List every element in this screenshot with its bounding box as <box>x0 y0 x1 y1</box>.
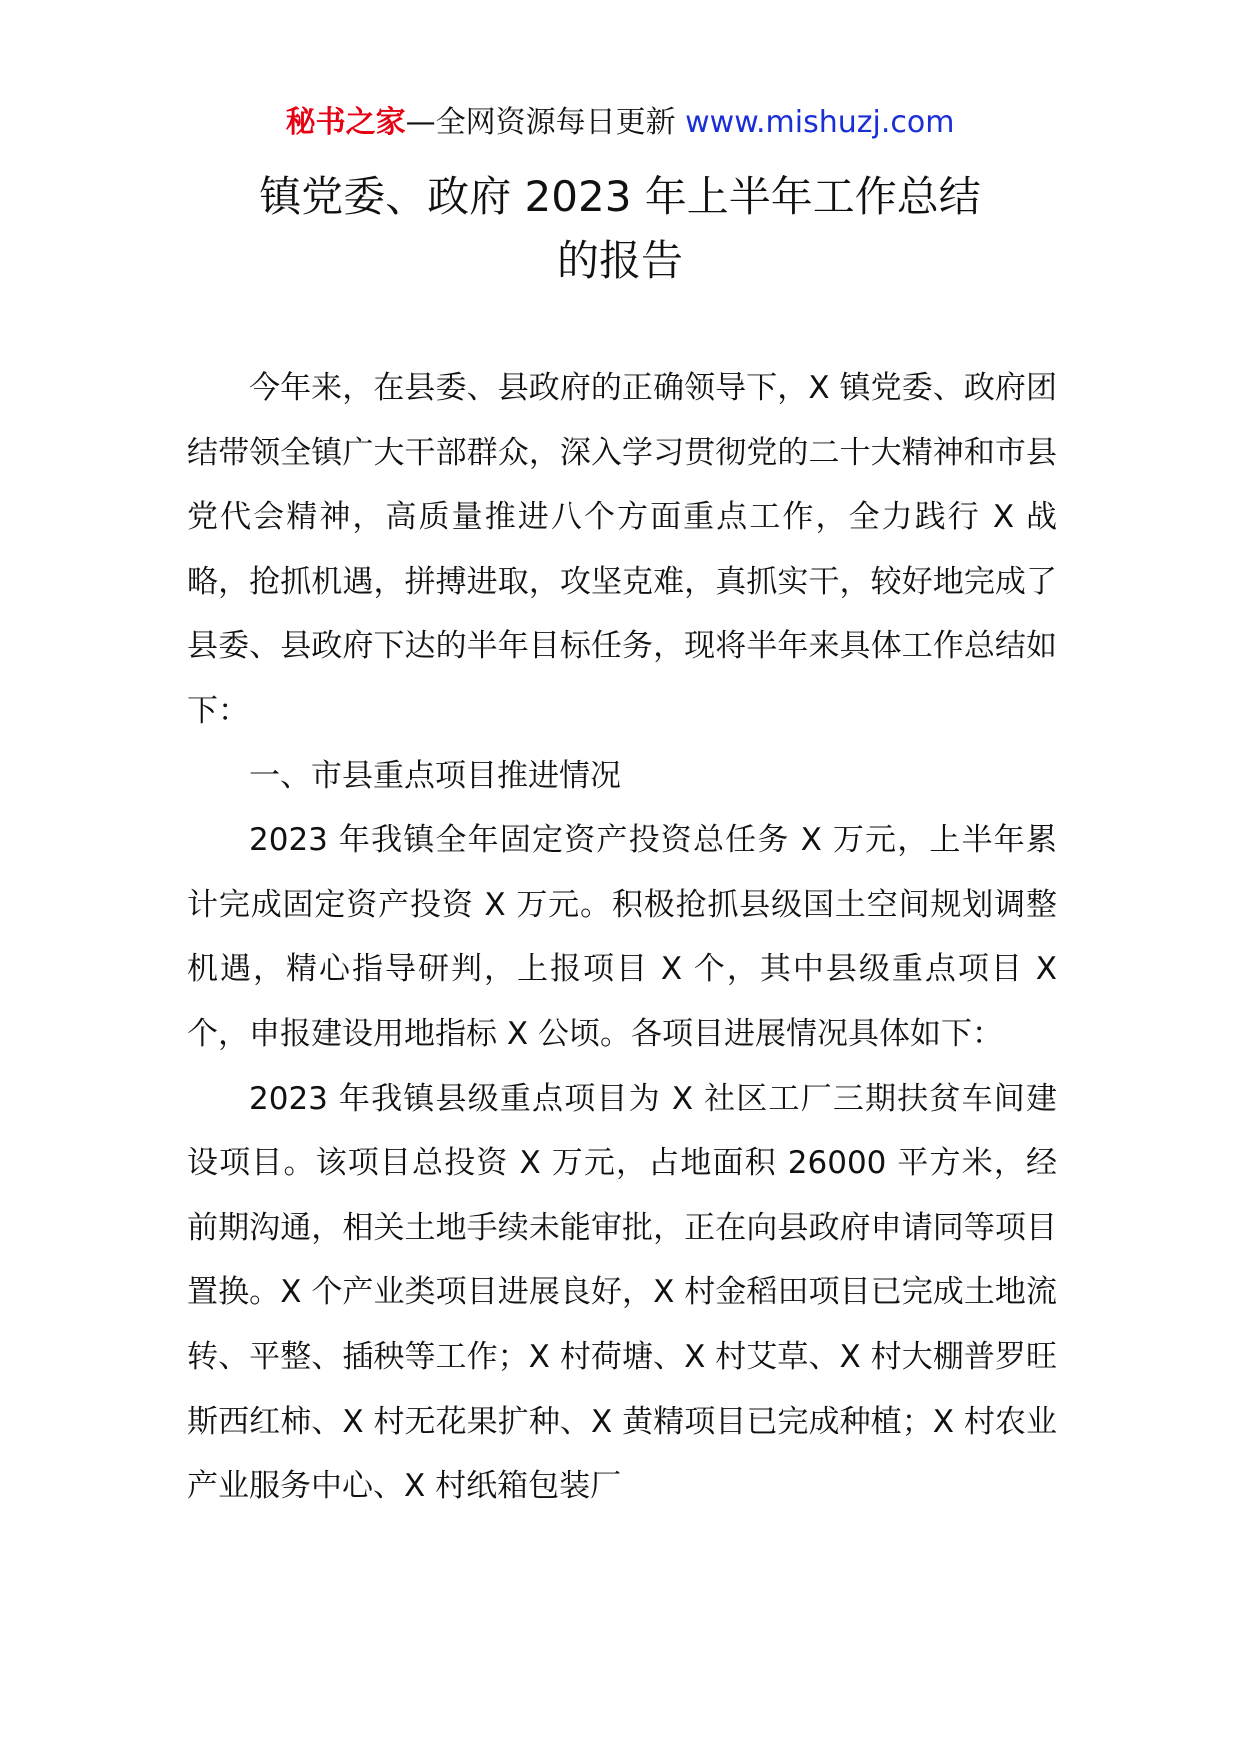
section-heading-1: 一、市县重点项目推进情况 <box>249 757 621 794</box>
brand-name: 秘书之家 <box>285 105 406 140</box>
document-body <box>187 356 1057 1519</box>
header-tagline: —全网资源每日更新 <box>405 105 686 140</box>
body-paragraph-investment: 2023 年我镇全年固定资产投资总任务 X 万元，上半年累计完成固定资产投资 X 万元。积极抢抓县级国土空间规划调整机遇，精心指导研判，上报项目 X 个，其中县级重点项目 X 个，申报建设用地指标 X 公顷。各项目进展情况具体如下： <box>187 822 1057 1052</box>
title-line-1: 镇党委、政府 2023 年上半年工作总结 <box>259 172 981 221</box>
body-paragraph-intro: 今年来，在县委、县政府的正确领导下，X 镇党委、政府团结带领全镇广大干部群众，深入学习贯彻党的二十大精神和市县党代会精神，高质量推进八个方面重点工作，全力践行 X 战略，抢抓机遇，拼搏进取，攻坚克难，真抓实干，较好地完成了县委、县政府下达的半年目标任务，现将半年来具体工作总结如下： <box>187 370 1057 729</box>
title-line-2: 的报告 <box>556 236 683 285</box>
website-url: www.mishuzj.com <box>685 105 955 140</box>
body-paragraph-projects: 2023 年我镇县级重点项目为 X 社区工厂三期扶贫车间建设项目。该项目总投资 X 万元，占地面积 26000 平方米，经前期沟通，相关土地手续未能审批，正在向县政府申请同等项目置换。X 个产业类项目进展良好，X 村金稻田项目已完成土地流转、平整、插秧等工作；X 村荷塘、X 村艾草、X 村大棚普罗旺斯西红柿、X 村无花果扩种、X 黄精项目已完成种植；X 村农业产业服务中心、X 村纸箱包装厂 <box>187 1080 1057 1505</box>
document-title <box>0 165 1240 293</box>
site-header <box>0 103 1240 143</box>
